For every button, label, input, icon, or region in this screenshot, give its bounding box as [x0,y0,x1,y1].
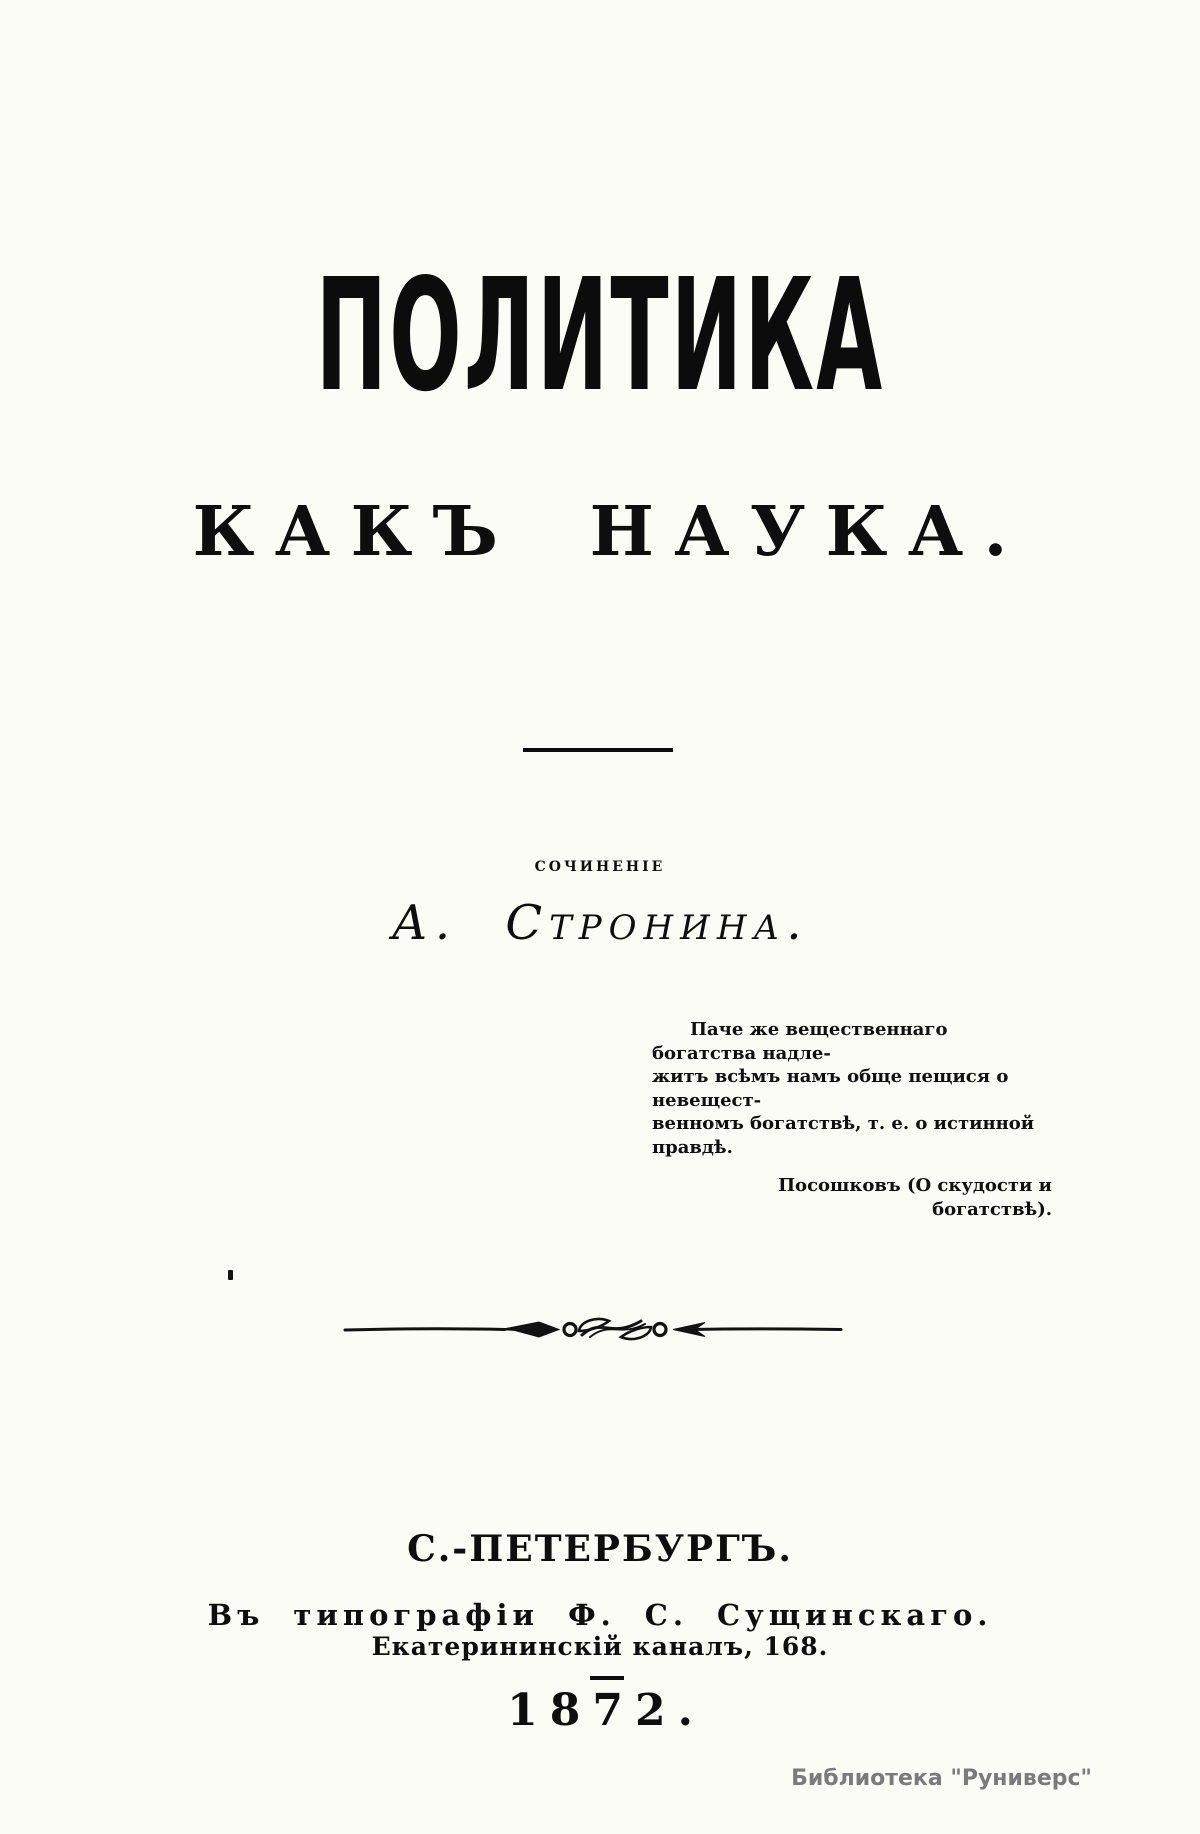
book-title: ПОЛИТИКА [315,244,885,426]
horizontal-rule [523,748,673,752]
epigraph-line: венномъ богатствѣ, т. е. о истинной правдѣ. [652,1113,1035,1158]
library-watermark: Библиотека "Руниверс" [791,1766,1092,1791]
imprint-year-row [0,1684,1200,1736]
epigraph [652,1018,1052,1221]
epigraph-attribution: Посошковъ (О скудости и богатствѣ). [778,1175,1052,1220]
author-name: А. Стронина. [391,895,809,951]
byline-row [0,856,1200,878]
book-subtitle: КАКЪ НАУКА. [192,492,1028,572]
epigraph-line: житъ всѣмъ намъ обще пещися о невещест- [652,1066,1009,1111]
book-title-row [0,244,1200,426]
epigraph-line: Паче же вещественнаго богатства надле- [652,1019,948,1064]
imprint-address: Екатерининскій каналъ, 168. [371,1631,829,1661]
imprint-year: 1872. [507,1684,705,1736]
byline-label: СОЧИНЕНІЕ [534,859,666,875]
flourish-divider-icon [343,1314,843,1344]
scan-speck [228,1270,233,1280]
imprint-address-row [0,1628,1200,1664]
year-divider-rule [590,1676,624,1680]
book-subtitle-row [0,492,1200,572]
imprint-city: С.-ПЕТЕРБУРГЪ. [407,1528,793,1570]
imprint-city-row [0,1526,1200,1572]
author-row [0,884,1200,962]
imprint-printer: Въ типографіи Ф. С. Сущинскаго. [207,1598,993,1632]
